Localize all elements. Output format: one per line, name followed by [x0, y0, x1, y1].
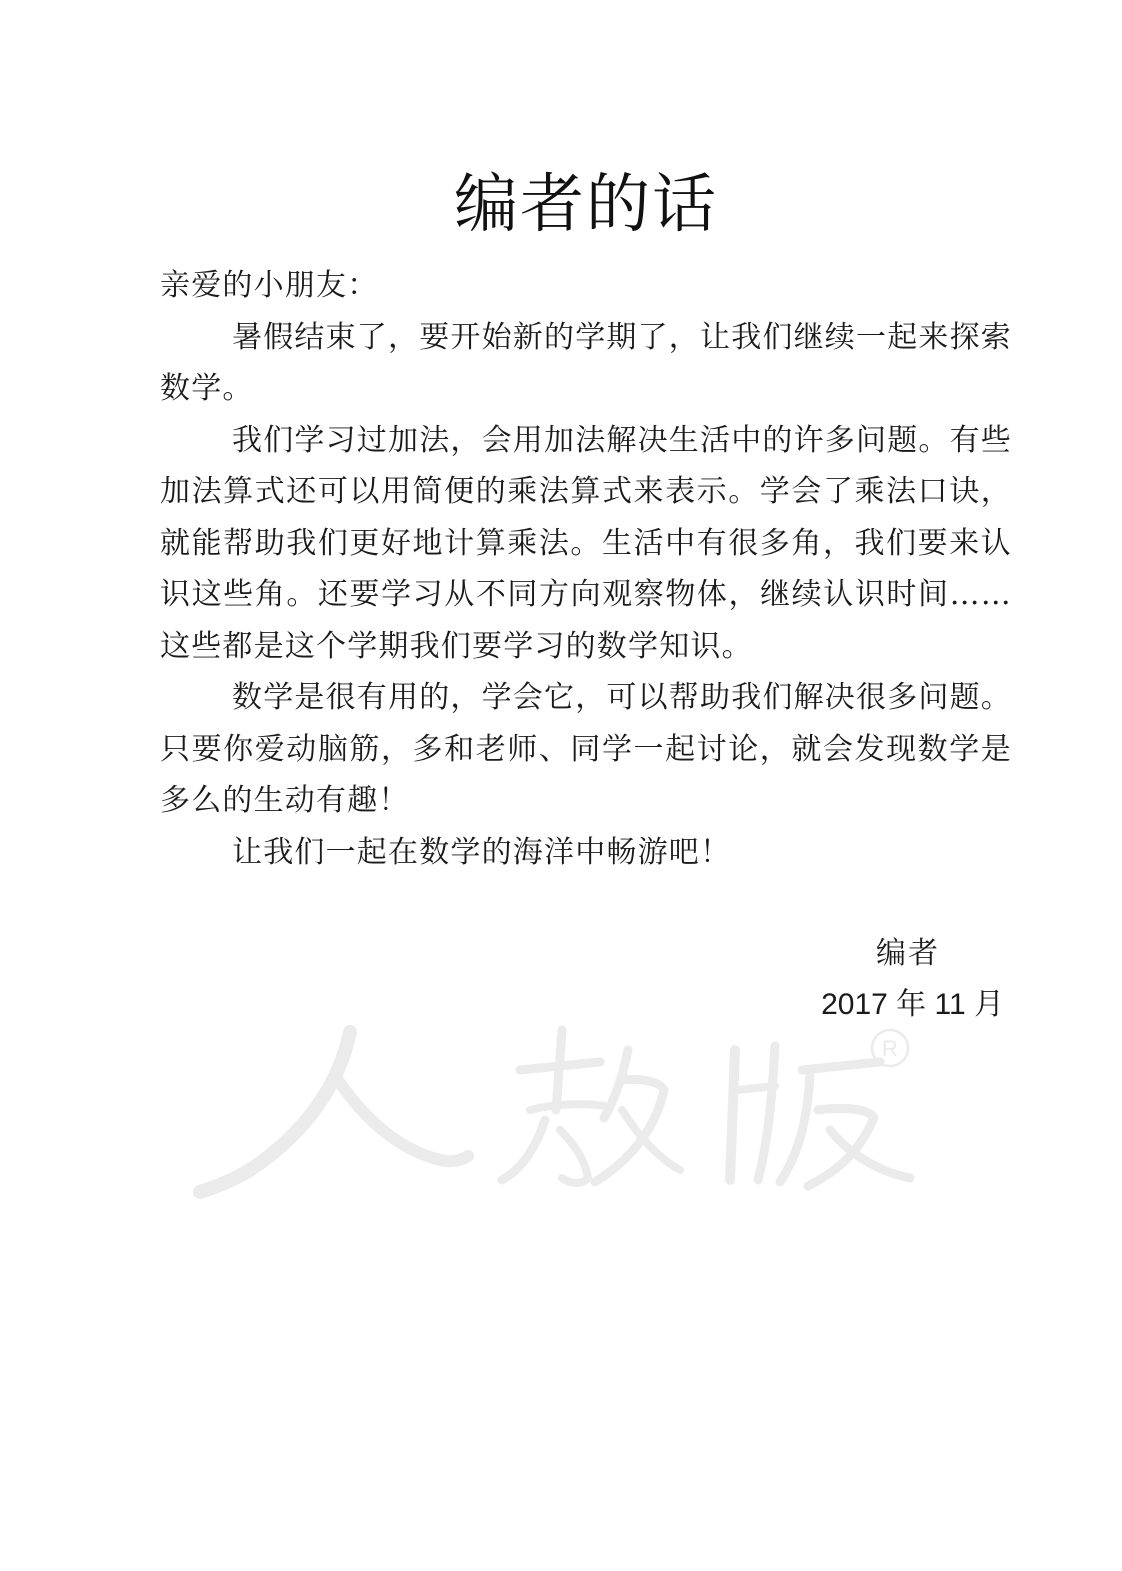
publisher-watermark-logo	[190, 1010, 930, 1210]
signature-author: 编者	[876, 936, 940, 971]
salutation: 亲爱的小朋友：	[160, 268, 379, 303]
paragraph-3: 数学是很有用的，学会它，可以帮助我们解决很多问题。只要你爱动脑筋，多和老师、同学一起讨论，就会发现数学是多么的生动有趣！	[160, 680, 1012, 818]
registered-mark-icon	[872, 1030, 908, 1066]
svg-text:R: R	[882, 1036, 898, 1061]
paragraph-2: 我们学习过加法，会用加法解决生活中的许多问题。有些加法算式还可以用简便的乘法算式来表示。学会了乘法口诀，就能帮助我们更好地计算乘法。生活中有很多角，我们要来认识这些角。还要学习从不同方向观察物体，继续认识时间……这些都是这个学期我们要学习的数学知识。	[160, 422, 1012, 664]
paragraph-4: 让我们一起在数学的海洋中畅游吧！	[232, 834, 732, 870]
paragraph-1: 暑假结束了，要开始新的学期了，让我们继续一起来探索数学。	[160, 319, 1012, 406]
page-title: 编者的话	[454, 167, 718, 242]
letter-body	[160, 260, 1012, 878]
signature-date: 2017 年 11 月	[821, 988, 1004, 1021]
